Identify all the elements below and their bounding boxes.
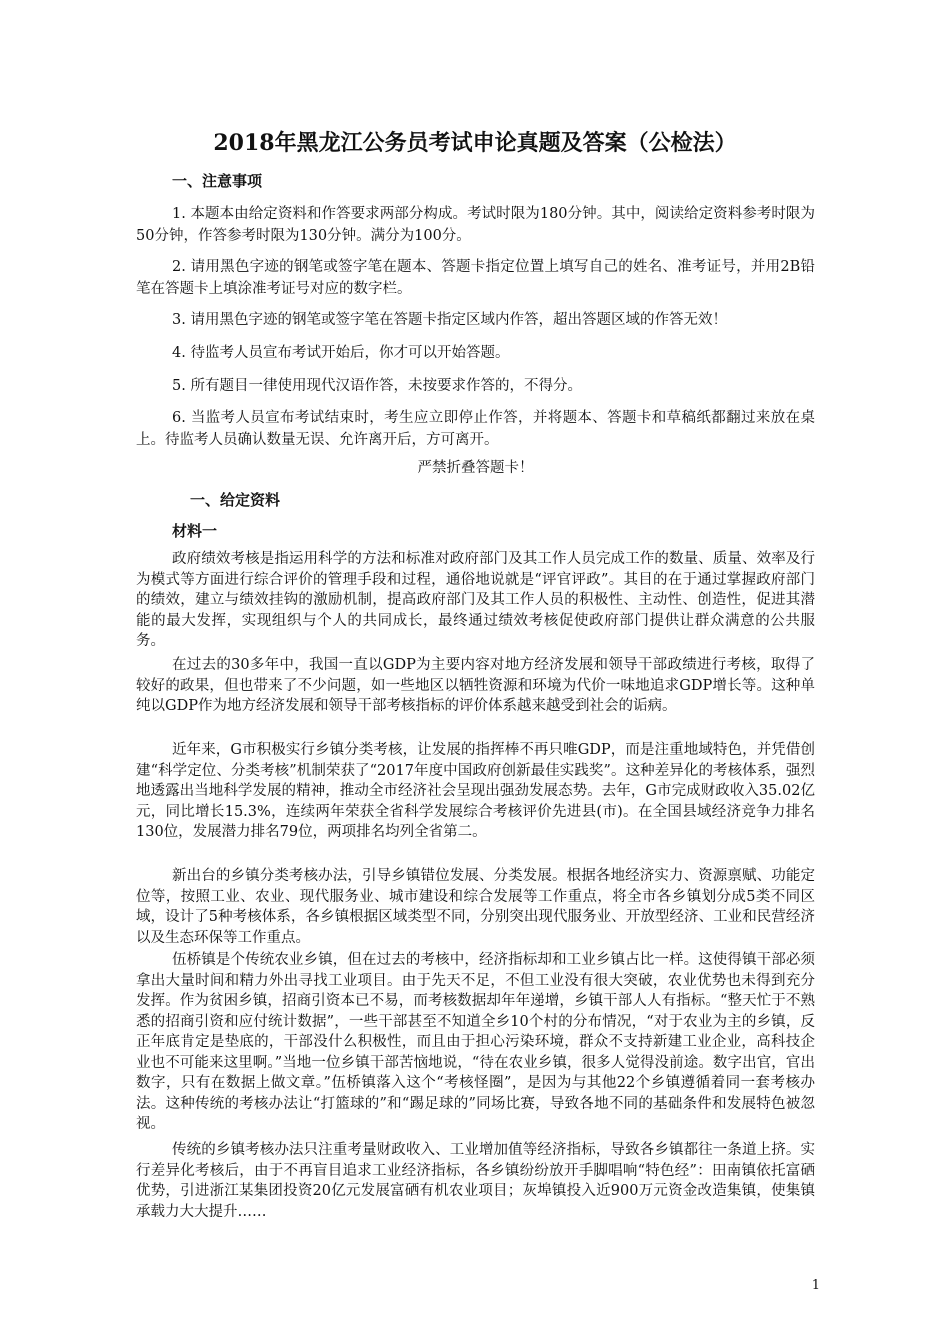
- material-paragraph: 政府绩效考核是指运用科学的方法和标准对政府部门及其工作人员完成工作的数量、质量、效率及行为模式等方面进行综合评价的管理手段和过程，通俗地说就是“评官评政”。其目的在于通过掌握政府部门的绩效，建立与绩效挂钩的激励机制，提高政府部门及其工作人员的积极性、主动性、创造性，促进其潜能的最大发挥，实现组织与个人的共同成长，最终通过绩效考核促使政府部门提供让群众满意的公共服务。: [136, 551, 815, 649]
- materials-heading: 一、给定资料: [190, 491, 281, 509]
- notice-item-2: 2. 请用黑色字迹的钢笔或签字笔在题本、答题卡指定位置上填写自己的姓名、准考证号，并用2B铅笔在答题卡上填涂准考证号对应的数字栏。: [136, 259, 815, 297]
- material-paragraph: 传统的乡镇考核办法只注重考量财政收入、工业增加值等经济指标，导致各乡镇都往一条道上挤。实行差异化考核后，由于不再盲目追求工业经济指标，各乡镇纷纷放开手脚唱响“特色经”：田南镇依托富硒优势，引进浙江某集团投资20亿元发展富硒有机农业项目；灰埠镇投入近900万元资金改造集镇，使集镇承载力大大提升……: [136, 1142, 815, 1220]
- warning-note: 严禁折叠答题卡！: [417, 460, 534, 476]
- material-paragraph: 在过去的30多年中，我国一直以GDP为主要内容对地方经济发展和领导干部政绩进行考核，取得了较好的政果，但也带来了不少问题，如一些地区以牺牲资源和环境为代价一味地追求GDP增长等。这种单纯以GDP作为地方经济发展和领导干部考核指标的评价体系越来越受到社会的诟病。: [136, 657, 815, 714]
- notice-item-6: 6. 当监考人员宣布考试结束时，考生应立即停止作答，并将题本、答题卡和草稿纸都翻过来放在桌上。待监考人员确认数量无误、允许离开后，方可离开。: [136, 410, 815, 448]
- notice-heading: 一、注意事项: [172, 172, 263, 190]
- material-paragraph: 新出台的乡镇分类考核办法，引导乡镇错位发展、分类发展。根据各地经济实力、资源禀赋、功能定位等，按照工业、农业、现代服务业、城市建设和综合发展等工作重点，将全市各乡镇划分成5类不同区域，设计了5种考核体系，各乡镇根据区域类型不同，分别突出现代服务业、开放型经济、工业和民营经济以及生态环保等工作重点。: [136, 868, 815, 946]
- document-title: 2018年黑龙江公务员考试申论真题及答案（公检法）: [213, 130, 737, 156]
- notice-item-1: 1. 本题本由给定资料和作答要求两部分构成。考试时限为180分钟。其中，阅读给定资料参考时限为50分钟，作答参考时限为130分钟。满分为100分。: [136, 206, 815, 244]
- notice-item-4: 4. 待监考人员宣布考试开始后，你才可以开始答题。: [172, 345, 510, 361]
- material-one-heading: 材料一: [172, 522, 218, 540]
- notice-item-5: 5. 所有题目一律使用现代汉语作答，未按要求作答的，不得分。: [172, 378, 582, 394]
- page-number: 1: [811, 1278, 820, 1293]
- material-paragraph: 伍桥镇是个传统农业乡镇，但在过去的考核中，经济指标却和工业乡镇占比一样。这使得镇干部必须拿出大量时间和精力外出寻找工业项目。由于先天不足，不但工业没有很大突破，农业优势也未得到充分发挥。作为贫困乡镇，招商引资本已不易，而考核数据却年年递增，乡镇干部人人有指标。“整天忙于不熟悉的招商引资和应付统计数据”，一些干部甚至不知道全乡10个村的分布情况，“对于农业为主的乡镇，反正年底肯定是垫底的，干部没什么积极性，而且由于担心污染环境，群众不支持新建工业企业，高科技企业也不可能来这里啊。”当地一位乡镇干部苦恼地说，“待在农业乡镇，很多人觉得没前途。数字出官，官出数字，只有在数据上做文章。”伍桥镇落入这个“考核怪圈”，是因为与其他22个乡镇遵循着同一套考核办法。这种传统的考核办法让“打篮球的”和“踢足球的”同场比赛，导致各地不同的基础条件和发展特色被忽视。: [136, 952, 815, 1132]
- notice-item-3: 3. 请用黑色字迹的钢笔或签字笔在答题卡指定区域内作答，超出答题区域的作答无效！: [172, 312, 727, 328]
- material-paragraph: 近年来，G市积极实行乡镇分类考核，让发展的指挥棒不再只唯GDP，而是注重地域特色，并凭借创建“科学定位、分类考核”机制荣获了“2017年度中国政府创新最佳实践奖”。这种差异化的考核体系，强烈地透露出当地科学发展的精神，推动全市经济社会呈现出强劲发展态势。去年，G市完成财政收入35.02亿元，同比增长15.3%，连续两年荣获全省科学发展综合考核评价先进县(市)。在全国县域经济竞争力排名130位，发展潜力排名79位，两项排名均列全省第二。: [136, 742, 815, 840]
